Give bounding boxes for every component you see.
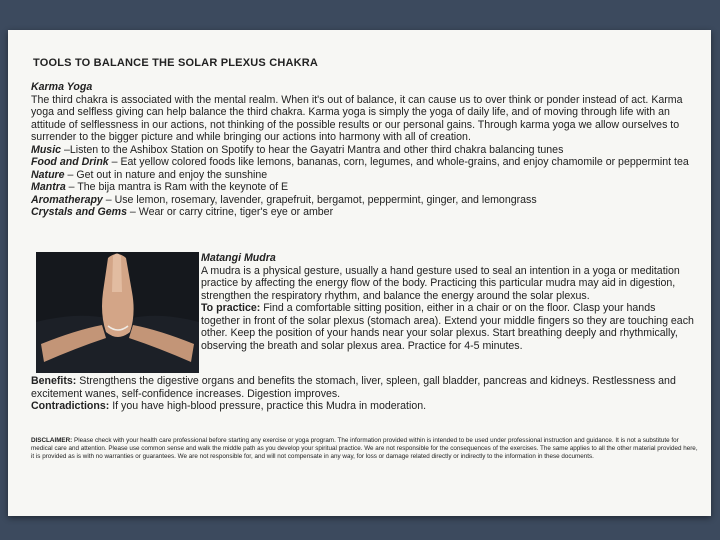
tool-label: Mantra	[31, 181, 66, 193]
practice-text: Find a comfortable sitting position, either in a chair or on the floor. Clasp your hands together in front of the solar plexus (stomach area). Extend your middle fingers so they are touching each other. Keep the position of your hands near your solar plexus. Start breathing deeply and rhythmically, observing the breath and solar plexus area. Practice for 4-5 minutes.	[201, 302, 694, 352]
info-card	[8, 30, 711, 516]
tool-text: – The bija mantra is Ram with the keynote of E	[65, 181, 289, 193]
tool-text: – Eat yellow colored foods like lemons, bananas, corn, legumes, and whole-grains, and enjoy chamomile or peppermint tea	[108, 156, 689, 168]
tool-item-mantra	[31, 181, 696, 194]
tool-label: Aromatherapy	[31, 193, 103, 206]
tool-label: Food and Drink	[31, 156, 109, 168]
tool-item-aromatherapy	[31, 194, 696, 207]
tool-label: Nature	[31, 168, 65, 181]
tool-item-crystals	[31, 206, 696, 219]
tool-text: – Use lemon, rosemary, lavender, grapefruit, bergamot, peppermint, ginger, and lemongrass	[102, 193, 537, 206]
tools-list	[31, 144, 696, 219]
disclaimer	[31, 437, 699, 461]
tool-label: Crystals and Gems	[31, 206, 127, 218]
mudra-section	[201, 252, 696, 352]
tool-label: Music	[31, 143, 62, 156]
karma-body: The third chakra is associated with the mental realm. When it's out of balance, it can cause us to over think or ponder instead of act. Karma yoga and selfless giving can help balance the third chakra. Karma yoga is simply the yoga of daily life, and of moving through life with an attitude of selflessness in our actions, not thinking of the possible results or our personal gains. Through karma yoga we allow ourselves to surrender to the bigger picture and while bringing our actions into harmony with all of creation.	[31, 93, 683, 143]
tool-text: –Listen to the Ashibox Station on Spotify to hear the Gayatri Mantra and other third chakra balancing tunes	[61, 143, 564, 156]
karma-section	[31, 81, 696, 219]
contradictions-label: Contradictions:	[31, 400, 110, 412]
karma-heading: Karma Yoga	[31, 81, 93, 93]
benefits-section	[31, 375, 696, 413]
mudra-photo	[36, 252, 199, 373]
contradictions	[31, 400, 696, 413]
tool-text: – Get out in nature and enjoy the sunshine	[64, 168, 268, 181]
mudra-practice	[201, 302, 696, 352]
card-title: TOOLS TO BALANCE THE SOLAR PLEXUS CHAKRA	[33, 57, 319, 69]
tool-item-music	[31, 144, 696, 157]
benefits-text: Strengthens the digestive organs and benefits the stomach, liver, spleen, gall bladder, pancreas and kidneys. Restlessness and excitement wanes, self-confidence increases. Digestion improves.	[31, 375, 676, 400]
mudra-body: A mudra is a physical gesture, usually a hand gesture used to seal an intention in a yoga or meditation practice by affecting the energy flow of the body. Practicing this particular mudra may aid in digestion, strengthen the respiratory rhythm, and balance the energy around the solar plexus.	[201, 264, 680, 302]
mudra-heading: Matangi Mudra	[201, 252, 276, 264]
benefits	[31, 375, 696, 400]
contradictions-text: If you have high-blood pressure, practice this Mudra in moderation.	[109, 400, 427, 412]
tool-item-nature	[31, 169, 696, 182]
disclaimer-label: DISCLAIMER:	[31, 437, 73, 444]
tool-item-food	[31, 156, 696, 169]
disclaimer-text: Please check with your health care professional before starting any exercise or yoga program. The information provided within is intended to be used under professional instruction and guidance. It is not a substitute for medical care and attention. Please use common sense and walk the middle path as you develop your spiritual practice. We are not responsible for the consequences of the exercises. The same applies to all the other material provided here, it is provided as is with no warranties or guarantees. We are not responsible for, and will not compensate in any way, for loss or damage related directly or indirectly to the information in these documents.	[31, 437, 698, 460]
practice-label: To practice:	[201, 302, 261, 314]
benefits-label: Benefits:	[31, 375, 77, 387]
tool-text: – Wear or carry citrine, tiger's eye or amber	[126, 206, 334, 218]
